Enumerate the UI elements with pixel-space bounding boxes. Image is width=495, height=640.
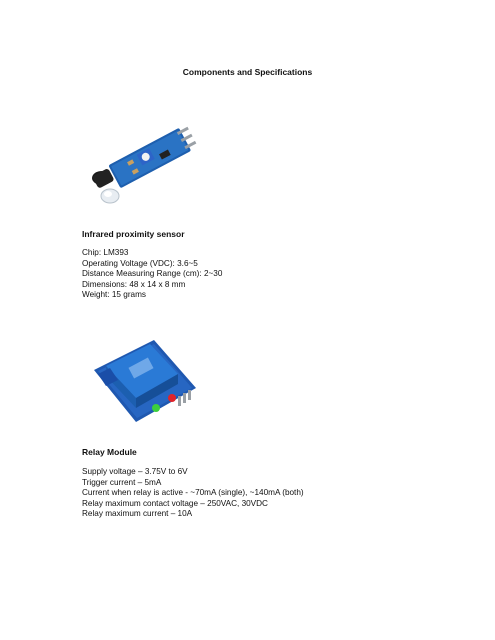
relay-module-spec-list [82, 467, 304, 520]
spec-item: Distance Measuring Range (cm): 2~30 [82, 269, 223, 278]
spec-item: Operating Voltage (VDC): 3.6~5 [82, 258, 198, 268]
ir-sensor-spec-list [82, 248, 222, 301]
spec-item: Trigger current – 5mA [82, 477, 162, 487]
spec-item: Weight: 15 grams [82, 290, 147, 299]
relay-module-image [84, 330, 200, 430]
spec-item: Chip: LM393 [82, 248, 129, 257]
ir-sensor-image [82, 110, 202, 222]
spec-item: Relay maximum current – 10A [82, 509, 193, 518]
page-title: Components and Specifications [182, 67, 313, 77]
relay-module-title: Relay Module [82, 447, 137, 457]
ir-sensor-title: Infrared proximity sensor [82, 229, 185, 239]
spec-item: Supply voltage – 3.75V to 6V [82, 467, 188, 476]
spec-item: Current when relay is active - ~70mA (single), ~140mA (both) [82, 488, 304, 497]
spec-item: Dimensions: 48 x 14 x 8 mm [82, 279, 186, 289]
spec-item: Relay maximum contact voltage – 250VAC, 30VDC [82, 498, 268, 508]
